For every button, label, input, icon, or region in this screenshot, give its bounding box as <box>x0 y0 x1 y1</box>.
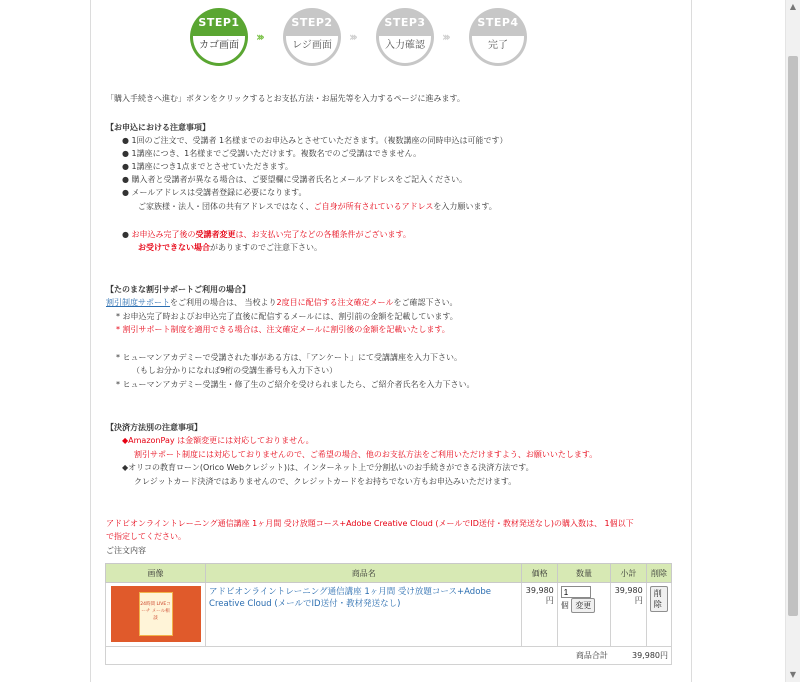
checkout-steps <box>190 8 530 68</box>
payment-line: クレジットカード決済ではありませんので、クレジットカードをお持ちでない方もお申込みいただけます。 <box>134 477 517 486</box>
change-quantity-button[interactable]: 変更 <box>571 598 595 613</box>
purchase-limit-warning: アドビオンライントレーニング通信講座 1ヶ月間 受け放題コース+Adobe Creative Cloud (メールでID送付・教材発送なし)の購入数は、 1個以下 <box>106 519 634 528</box>
cart-table <box>105 563 672 665</box>
email-note-text: を入力願います。 <box>433 202 497 211</box>
col-product-name: 商品名 <box>206 564 522 583</box>
support-text: をご確認下さい。 <box>393 298 458 307</box>
subtotal-unit: 円 <box>634 596 643 605</box>
notice-item <box>122 148 421 160</box>
step-label: 入力確認 <box>379 36 431 63</box>
delete-cell <box>646 583 671 647</box>
notice-item-text: 購入者と受講者が異なる場合は、ご要望欄に受講者氏名とメールアドレスをご記入ください。 <box>131 175 468 184</box>
product-name-cell <box>206 583 522 647</box>
product-thumbnail[interactable] <box>111 586 201 642</box>
email-note-text: ご家族様・法人・団体の共有アドレスではなく、 <box>138 202 314 211</box>
support-line: （もしお分かりになれば9桁の受講生番号も入力下さい） <box>132 366 338 375</box>
col-image: 画像 <box>106 564 206 583</box>
discount-support-link[interactable]: 割引制度サポート <box>106 298 170 307</box>
support-line: * ヒューマンアカデミー受講生・修了生のご紹介を受けられましたら、ご紹介者氏名を入力下さい。 <box>116 380 475 389</box>
step-3-confirm <box>376 8 434 66</box>
delete-button[interactable]: 削除 <box>650 586 668 612</box>
order-contents-label: ご注文内容 <box>106 546 146 555</box>
notice-item-text: 1講座につき1点までとさせていただきます。 <box>131 162 293 171</box>
quantity-cell <box>557 583 611 647</box>
total-value-cell <box>611 647 672 665</box>
support-text: をご利用の場合は、 当校より <box>170 298 277 307</box>
bullet-icon: ● <box>122 230 129 239</box>
support-line: * お申込完了時およびお申込完了直後に配信するメールには、割引前の金額を記載しています。 <box>116 312 458 321</box>
notice-item-text: 1回のご注文で、受講者 1名様までのお申込みとさせていただきます。（複数講座の同時申込は可能です） <box>131 136 508 145</box>
total-label: 商品合計 <box>575 651 608 660</box>
bullet-icon: ● <box>122 188 129 197</box>
price-cell <box>522 583 557 647</box>
bullet-icon: ● <box>122 162 129 171</box>
warning-text: がありますのでご注意下さい。 <box>210 243 322 252</box>
support-line: * ヒューマンアカデミーで受講された事がある方は、「アンケート」にて受講講座を入力下さい。 <box>116 353 462 362</box>
chevron-icon: ››› <box>349 30 355 44</box>
support-line: * 割引サポート制度を適用できる場合は、注文確定メールに割引後の金額を記載いたします。 <box>116 325 450 334</box>
table-row <box>106 583 672 647</box>
warning-emphasis: 受講者変更 <box>195 230 236 239</box>
chevron-icon: ››› <box>256 30 262 44</box>
payment-heading: 【決済方法別の注意事項】 <box>106 423 202 432</box>
price-unit: 円 <box>545 596 554 605</box>
scroll-down-icon[interactable]: ▼ <box>789 670 797 679</box>
support-emphasis: 2度目に配信する注文確定メール <box>276 298 394 307</box>
col-delete: 削除 <box>646 564 671 583</box>
step-number: STEP3 <box>384 16 426 29</box>
scrollbar-thumb[interactable] <box>788 56 798 616</box>
warning-text: は、お支払い完了などの各種条件がございます。 <box>235 230 411 239</box>
notice-item <box>122 135 507 147</box>
thumbnail-text: 24時間 LIVEコーチ メール相談 <box>139 592 173 636</box>
notice-item-text: 1講座につき、1名様までご受講いただけます。複数名でのご受講はできません。 <box>131 149 422 158</box>
col-subtotal: 小計 <box>611 564 646 583</box>
step-number: STEP4 <box>477 16 519 29</box>
step-4-complete <box>469 8 527 66</box>
email-note <box>138 201 497 213</box>
step-2-register <box>283 8 341 66</box>
col-quantity: 数量 <box>557 564 611 583</box>
notice-heading: 【お申込における注意事項】 <box>106 123 210 132</box>
notice-item-text: メールアドレスは受講者登録に必要になります。 <box>131 188 307 197</box>
payment-line: 割引サポート制度には対応しておりませんので、ご希望の場合、他のお支払方法をご利用いただけますよう、お願いいたします。 <box>134 450 598 459</box>
bullet-icon: ● <box>122 136 129 145</box>
notice-item <box>122 161 293 173</box>
total-label-cell <box>106 647 611 665</box>
step-number: STEP2 <box>291 16 333 29</box>
subtotal-value: 39,980 <box>614 586 643 595</box>
payment-line: ◆オリコの教育ローン(Orico Webクレジット)は、インターネット上で分割払いのお手続きができる決済方法です。 <box>122 463 534 472</box>
col-price: 価格 <box>522 564 557 583</box>
step-1-cart <box>190 8 248 66</box>
warning-text: お申込み完了後の <box>131 230 196 239</box>
change-warning-2 <box>138 242 322 254</box>
notice-item <box>122 174 467 186</box>
cart-header-row <box>106 564 672 583</box>
price-value: 39,980 <box>525 586 554 595</box>
step-label: レジ画面 <box>286 36 338 63</box>
quantity-unit: 個 <box>560 601 569 610</box>
subtotal-cell <box>611 583 646 647</box>
vertical-scrollbar[interactable] <box>785 0 800 682</box>
change-warning <box>122 229 411 241</box>
step-number: STEP1 <box>198 16 240 29</box>
chevron-icon: ››› <box>442 30 448 44</box>
step-label: カゴ画面 <box>193 36 245 63</box>
support-heading: 【たのまな割引サポートご利用の場合】 <box>106 285 250 294</box>
quantity-input[interactable] <box>561 586 591 598</box>
email-note-emphasis: ご自身が所有されているアドレス <box>313 202 434 211</box>
total-row <box>106 647 672 665</box>
notice-item <box>122 187 307 199</box>
scroll-up-icon[interactable]: ▲ <box>789 2 797 11</box>
step-label: 完了 <box>472 36 524 63</box>
support-line <box>106 297 457 309</box>
total-value: 39,980円 <box>632 651 668 660</box>
product-name-link[interactable]: アドビオンライントレーニング通信講座 1ヶ月間 受け放題コース+Adobe Creative Cloud (メールでID送付・教材発送なし) <box>209 587 492 609</box>
warning-emphasis: お受けできない場合 <box>138 243 210 252</box>
purchase-limit-warning-2: で指定してください。 <box>106 532 186 541</box>
product-image-cell <box>106 583 206 647</box>
bullet-icon: ● <box>122 149 129 158</box>
bullet-icon: ● <box>122 175 129 184</box>
intro-text: 「購入手続きへ進む」ボタンをクリックするとお支払方法・お届先等を入力するページに進みます。 <box>106 94 465 103</box>
payment-line: ◆AmazonPay は金額変更には対応しておりません。 <box>122 436 314 445</box>
